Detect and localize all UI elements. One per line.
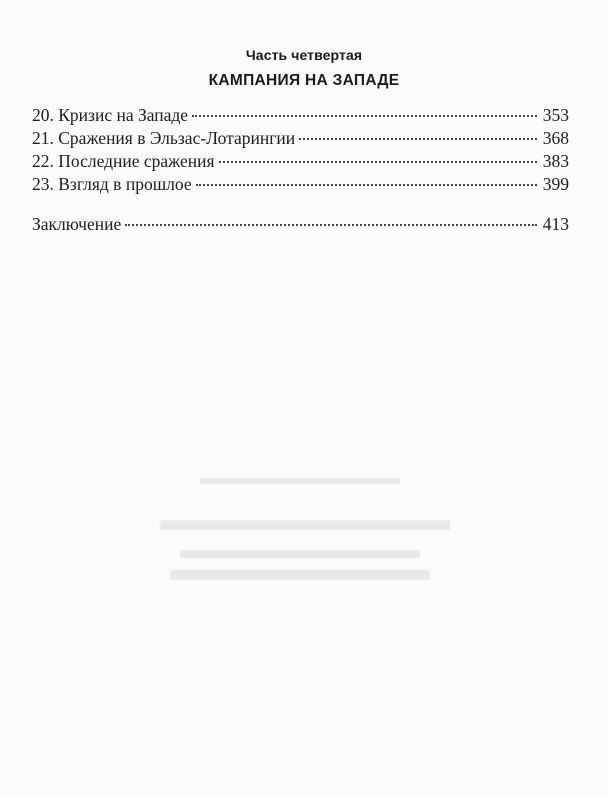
part-subtitle: Часть четвертая bbox=[245, 47, 363, 63]
toc-entry-conclusion[interactable] bbox=[32, 213, 569, 236]
dot-leader bbox=[196, 184, 537, 186]
toc-entry-label: 22. Последние сражения bbox=[32, 151, 215, 171]
toc-entry-label: 20. Кризис на Западе bbox=[32, 105, 189, 125]
toc-entry[interactable] bbox=[32, 127, 569, 150]
toc-entry-page: 353 bbox=[542, 105, 569, 125]
dot-leader bbox=[125, 224, 537, 226]
toc-entry[interactable] bbox=[32, 104, 569, 127]
dot-leader bbox=[299, 138, 537, 140]
toc-entry-page: 413 bbox=[542, 214, 569, 234]
toc-entry[interactable] bbox=[32, 150, 569, 173]
toc-entry-label: 21. Сражения в Эльзас-Лотарингии bbox=[32, 128, 296, 148]
toc-entry-page: 368 bbox=[542, 128, 569, 148]
toc-entry-page: 399 bbox=[542, 174, 569, 194]
dot-leader bbox=[219, 161, 537, 163]
dot-leader bbox=[192, 115, 537, 117]
part-title: КАМПАНИЯ НА ЗАПАДЕ bbox=[208, 72, 400, 89]
toc-entry[interactable] bbox=[32, 173, 569, 196]
toc-entry-label: 23. Взгляд в прошлое bbox=[32, 174, 192, 194]
toc-entry-label: Заключение bbox=[32, 214, 122, 234]
bleed-through-marks bbox=[160, 470, 460, 610]
toc-entry-page: 383 bbox=[542, 151, 569, 171]
table-of-contents bbox=[32, 104, 569, 236]
